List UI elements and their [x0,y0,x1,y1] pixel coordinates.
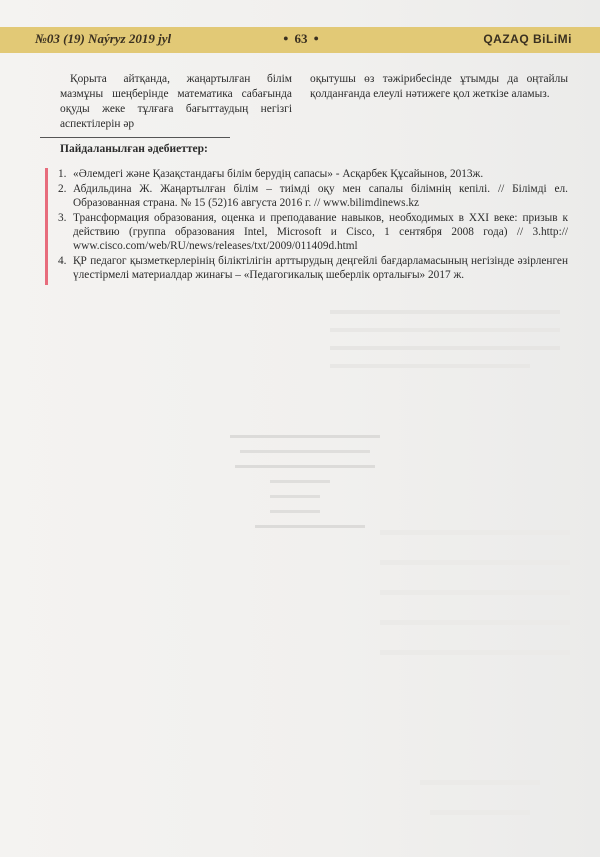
bullet-dot-icon: ● [283,33,289,43]
reference-text: ҚР педагог қызметкерлерінің біліктілігін арттырудың деңгейлі бағдарламасының негізінде әзірленген үлестірмелі материалдар жинағы – «Педагогикалық шеберлік орталығы» 2017 ж. [73,255,568,281]
reference-item [58,211,568,253]
body-text-left-column: Қорыта айтқанда, жаңартылған білім мазмұны шеңберінде математика сабағында оқуды жеке тұлғаға бағыттаудың негізгі аспектілерін әр [60,73,292,130]
reference-text: Трансформация образования, оценка и преподавание навыков, необходимых в XXI веке: призыв к действию (группа образования Intel, Microsoft и Cisco, 1 сентября 2008 года) // 3.http:// www.cisco.com/web/RU/news/releases/txt/2009/011409d.html [73,212,568,252]
reference-number: 1. [58,168,67,180]
page-number [266,31,336,47]
journal-brand: QAZAQ BiLiMi [483,32,572,46]
reference-item [58,167,568,181]
reference-text: «Әлемдегі және Қазақстандағы білім берудің сапасы» - Асқарбек Құсайынов, 2013ж. [73,168,484,180]
reference-number: 4. [58,255,67,267]
bullet-dot-icon: ● [313,33,319,43]
reference-item [58,182,568,210]
reference-item [58,254,568,282]
show-through-texture [0,300,600,857]
section-divider [40,137,230,138]
reference-number: 2. [58,183,67,195]
page-number-value: 63 [294,31,308,46]
references-title: Пайдаланылған әдебиеттер: [60,143,208,155]
issue-label: №03 (19) Naýryz 2019 jyl [35,31,172,46]
reference-number: 3. [58,212,67,224]
reference-text: Абдильдина Ж. Жаңартылған білім – тиімді оқу мен сапалы білімнің кепілі. // Білімді ел. Образованная страна. № 15 (52)16 августа 2016 г. // www.bilimdinews.kz [73,183,568,209]
references-accent-bar [45,168,48,285]
references-list [58,167,568,283]
body-text-right-column: оқытушы өз тәжірибесінде ұтымды да оңтайлы қолданғанда елеулі нәтижеге қол жеткізе аламыз. [310,73,568,100]
